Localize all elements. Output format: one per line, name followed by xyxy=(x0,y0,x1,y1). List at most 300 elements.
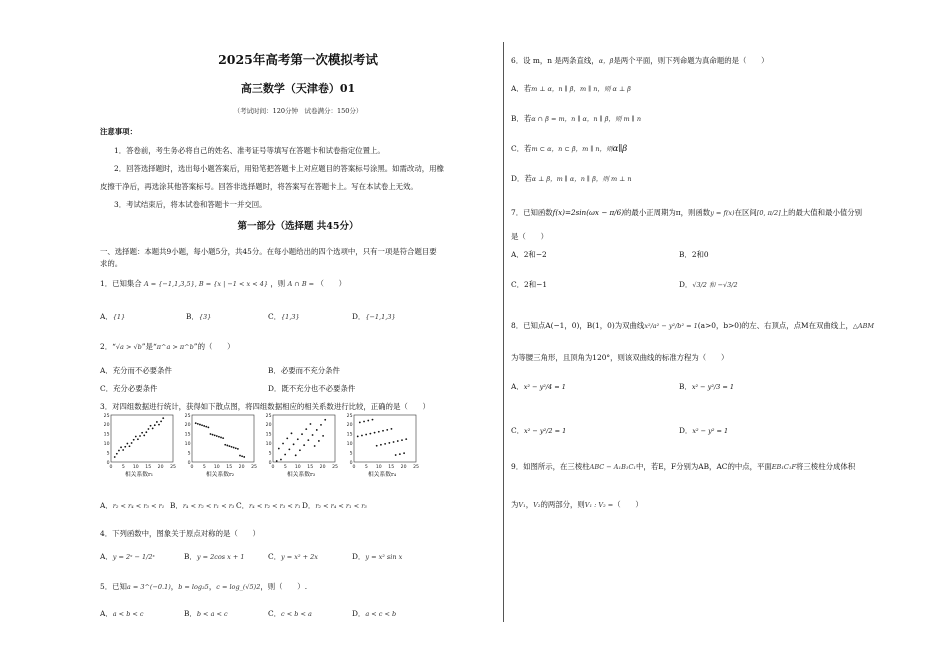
scatter-point xyxy=(278,448,280,450)
scatter-point xyxy=(129,445,131,447)
scatter-point xyxy=(154,424,156,426)
q9-mid: 中，若E，F分别为AB，AC的中点，平面 xyxy=(636,462,772,471)
scatter-point xyxy=(199,424,201,426)
q3-a-value: r₂ < r₄ < r₃ < r₁ xyxy=(112,502,165,510)
q6-option-a[interactable] xyxy=(511,84,631,93)
scatter-point xyxy=(203,425,205,427)
scatter-point xyxy=(361,435,363,437)
scatter-svg-4 xyxy=(343,412,421,472)
q4-option-d[interactable] xyxy=(352,552,402,561)
scatter-point xyxy=(118,450,120,452)
scatter-point xyxy=(133,439,135,441)
q1-c-label: C． xyxy=(268,312,282,321)
q7-stem-text: 7．已知函数 xyxy=(511,208,553,217)
q2-cond: √a > √b xyxy=(115,343,142,351)
plot-frame xyxy=(111,415,173,462)
x-tick-label: 5 xyxy=(364,465,368,470)
q4-stem: 4．下列函数中，图象关于原点对称的是（ ） xyxy=(100,529,260,538)
q3-stem: 3．对四组数据进行统计，获得如下散点图，将四组数据相应的相关系数进行比较，正确的是（ ） xyxy=(100,402,430,411)
q2-option-d[interactable]: D．既不充分也不必要条件 xyxy=(268,384,356,393)
q9-line2: 为V₁，V₂的两部分，则V₁ : V₂ =（ ） xyxy=(511,500,643,509)
note-3: 3．考试结束后，将本试卷和答题卡一并交回。 xyxy=(114,200,267,209)
q5-b-value: b < a < c xyxy=(196,610,228,618)
scatter-point xyxy=(162,417,164,419)
q1-d-value: {−1,1,3} xyxy=(365,313,396,321)
q8-d-value: x² − y² = 1 xyxy=(692,427,729,435)
y-tick-label: 20 xyxy=(346,423,353,429)
scatter-point xyxy=(307,439,309,441)
q8-d-label: D． xyxy=(679,426,693,435)
scatter-point xyxy=(388,442,390,444)
y-tick-label: 20 xyxy=(265,423,272,429)
scatter-point xyxy=(205,426,207,428)
scatter-point xyxy=(120,446,122,448)
scatter-point xyxy=(380,444,382,446)
q7-option-a[interactable]: A．2和−2 xyxy=(511,250,547,259)
y-tick-label: 10 xyxy=(184,442,191,447)
q1-c-value: {1,3} xyxy=(281,313,300,321)
scatter-point xyxy=(224,444,226,446)
scatter-point xyxy=(243,456,245,458)
q5-option-a[interactable] xyxy=(100,609,144,618)
q4-option-b[interactable] xyxy=(184,552,245,561)
q1-tail: ，则 xyxy=(270,279,286,288)
scatter-point xyxy=(320,424,322,426)
scatter-point xyxy=(137,438,139,440)
scatter-point xyxy=(397,440,399,442)
q8-mid: (a>0，b>0)的左、右顶点，点M在双曲线上， xyxy=(697,321,853,330)
q5-stem: 5．已知a = 3^(−0.1)，b = log₃5，c = log_(√5)2，则（ ）. xyxy=(100,582,308,591)
q5-b: b = log₃5 xyxy=(178,583,209,591)
y-tick-label: 0 xyxy=(268,460,272,466)
scatter-point xyxy=(231,446,233,448)
y-tick-label: 5 xyxy=(106,451,110,457)
x-tick-label: 25 xyxy=(413,465,419,470)
scatter-point xyxy=(393,441,395,443)
q6-c-end: α∥β xyxy=(612,144,628,154)
scatter-point xyxy=(359,422,361,424)
scatter-point xyxy=(316,429,318,431)
q2-stem xyxy=(100,342,235,351)
scatter-point xyxy=(401,439,403,441)
scatter-point xyxy=(280,459,282,461)
q1-a-value: {1} xyxy=(112,313,126,321)
exam-subtitle: 高三数学（天津卷）01 xyxy=(240,82,356,95)
scatter-svg-3 xyxy=(262,412,340,472)
q3-option-a[interactable] xyxy=(100,501,164,510)
scatter-point xyxy=(405,438,407,440)
scatter-point xyxy=(374,432,376,434)
y-tick-label: 5 xyxy=(349,451,353,457)
q7-option-d[interactable] xyxy=(679,280,738,289)
part1-intro-a: 一、选择题：本题共9小题，每小题5分，共45分。在每小题给出的四个选项中，只有一项是符合题目要 xyxy=(100,247,437,256)
q9-tail: 将三棱柱分成体积 xyxy=(796,462,856,471)
q8-c-value: x² − y²/2 = 1 xyxy=(524,427,567,435)
scatter-point xyxy=(395,454,397,456)
q4-option-a[interactable] xyxy=(100,552,155,561)
scatter-point xyxy=(114,456,116,458)
scatter-point xyxy=(286,438,288,440)
scatter-point xyxy=(282,443,284,445)
scatter-caption-1: 相关系数r₁ xyxy=(124,472,154,478)
q4-b-value: y = 2cos x + 1 xyxy=(196,553,245,561)
scatter-point xyxy=(297,438,299,440)
x-tick-label: 5 xyxy=(121,465,125,470)
q2-cond2: π^a > π^b xyxy=(156,343,194,351)
scatter-point xyxy=(312,434,314,436)
x-tick-label: 10 xyxy=(294,465,301,470)
scatter-point xyxy=(160,421,162,423)
q9-mid2: 的两部分，则 xyxy=(540,500,585,509)
q8-b-value: x² − y²/3 = 1 xyxy=(691,383,734,391)
scatter-plot-2 xyxy=(181,412,259,479)
scatter-point xyxy=(218,436,220,438)
scatter-point xyxy=(222,437,224,439)
q7-d-value: √3/2 和 −√3/2 xyxy=(692,281,738,289)
q6-a-label: A．若 xyxy=(511,84,532,93)
scatter-point xyxy=(126,443,128,445)
scatter-point xyxy=(365,434,367,436)
scatter-point xyxy=(131,442,133,444)
scatter-point xyxy=(237,448,239,450)
q9-v1: V₁ xyxy=(518,501,526,509)
q4-c-value: y = x² + 2x xyxy=(281,553,318,561)
scatter-point xyxy=(369,433,371,435)
q2-pre: 2．“ xyxy=(100,342,116,351)
q7-func2: y = f(x) xyxy=(710,209,735,217)
q8-option-c[interactable] xyxy=(511,426,566,435)
scatter-point xyxy=(284,454,286,456)
q6-a-value: m ⊥ α，n ∥ β，m ∥ n，则 α ⊥ β xyxy=(531,85,631,93)
scatter-point xyxy=(143,435,145,437)
q5-a-value: a < b < c xyxy=(112,610,144,618)
x-tick-label: 5 xyxy=(283,465,287,470)
q1-option-a[interactable] xyxy=(100,312,125,321)
q7-option-b[interactable]: B．2和0 xyxy=(679,250,709,259)
x-tick-label: 0 xyxy=(352,465,356,470)
y-tick-label: 15 xyxy=(346,432,353,438)
q1-setB: , B = {x | −1 < x < 4} xyxy=(194,280,269,288)
scatter-caption-2: 相关系数r₂ xyxy=(205,472,235,478)
q6-c-label: C．若 xyxy=(511,144,532,153)
q1-stem-text: 1．已知集合 xyxy=(100,279,142,288)
q7-mid: 的最小正周期为π，则函数 xyxy=(624,208,711,217)
exam-info: （考试时间：120分钟 试卷满分：150分） xyxy=(233,107,363,115)
q8-a-label: A． xyxy=(511,382,524,391)
q8-b-label: B． xyxy=(679,382,692,391)
q4-d-value: y = x² sin x xyxy=(365,553,403,561)
q5-a: a = 3^(−0.1) xyxy=(126,583,171,591)
q3-c-value: r₄ < r₂ < r₃ < r₁ xyxy=(249,502,301,510)
x-tick-label: 10 xyxy=(132,465,139,470)
scatter-point xyxy=(116,453,118,455)
x-tick-label: 5 xyxy=(202,465,206,470)
y-tick-label: 20 xyxy=(184,423,191,429)
scatter-point xyxy=(233,447,235,449)
scatter-point xyxy=(376,445,378,447)
q3-d-label: D． xyxy=(302,501,316,510)
q2-option-a[interactable]: A．充分而不必要条件 xyxy=(100,366,172,375)
scatter-plot-3 xyxy=(262,412,340,479)
q4-a-label: A． xyxy=(100,552,113,561)
x-tick-label: 15 xyxy=(226,465,233,470)
x-tick-label: 25 xyxy=(251,465,257,470)
q3-option-d[interactable] xyxy=(302,501,367,510)
q1-paren: （ ） xyxy=(316,279,347,288)
y-tick-label: 25 xyxy=(103,413,110,419)
q7-func: f(x)=2sin(ωx − π/6) xyxy=(552,208,625,217)
scatter-point xyxy=(391,428,393,430)
q1-option-d[interactable] xyxy=(352,312,396,321)
part1-intro-b: 求的。 xyxy=(100,259,123,268)
x-tick-label: 15 xyxy=(145,465,152,470)
scatter-point xyxy=(195,422,197,424)
exam-title: 2025年高考第一次模拟考试 xyxy=(218,52,378,67)
scatter-point xyxy=(399,453,401,455)
y-tick-label: 5 xyxy=(268,451,272,457)
q1-d-label: D． xyxy=(352,312,366,321)
scatter-point xyxy=(239,455,241,457)
q7-tail: 上的最大值和最小值分别 xyxy=(780,208,863,217)
scatter-point xyxy=(156,421,158,423)
q6-stem-text: 6．设 m，n 是两条直线， xyxy=(511,56,599,65)
y-tick-label: 25 xyxy=(346,413,353,419)
scatter-point xyxy=(299,449,301,451)
q1-b-value: {3} xyxy=(198,313,212,321)
scatter-point xyxy=(295,454,297,456)
q8-hyper: x²/a² − y²/b² = 1 xyxy=(644,322,698,330)
q6-option-d[interactable] xyxy=(511,174,632,183)
q6-d-value: α ⊥ β，m ∥ α，n ∥ β，则 m ⊥ n xyxy=(531,175,632,183)
q5-a-label: A． xyxy=(100,609,113,618)
scatter-point xyxy=(122,449,124,451)
q9-prism: ABC − A₁B₁C₁ xyxy=(589,463,637,471)
q1-option-c[interactable] xyxy=(268,312,300,321)
q2-option-c[interactable]: C．充分必要条件 xyxy=(100,384,158,393)
q7-option-c[interactable]: C．2和−1 xyxy=(511,280,548,289)
y-tick-label: 15 xyxy=(265,432,272,438)
q2-tail: ”的（ ） xyxy=(193,342,235,351)
q8-option-a[interactable] xyxy=(511,382,566,391)
q5-c: c = log_(√5)2 xyxy=(216,583,261,591)
scatter-caption-3: 相关系数r₃ xyxy=(286,472,316,478)
scatter-point xyxy=(235,447,237,449)
q9-stem xyxy=(511,462,855,471)
column-divider xyxy=(503,42,504,622)
scatter-point xyxy=(293,443,295,445)
q4-a-value: y = 2ˣ − 1/2ˣ xyxy=(112,553,155,561)
q6-b-label: B．若 xyxy=(511,114,532,123)
scatter-point xyxy=(216,435,218,437)
q5-d-value: a < c < b xyxy=(365,610,397,618)
scatter-caption-4: 相关系数r₄ xyxy=(367,472,397,478)
scatter-point xyxy=(150,425,152,427)
x-tick-label: 15 xyxy=(307,465,314,470)
q1-stem xyxy=(100,279,346,288)
y-tick-label: 25 xyxy=(184,413,191,419)
scatter-svg-2 xyxy=(181,412,259,472)
q8-option-b[interactable] xyxy=(679,382,734,391)
scatter-point xyxy=(241,455,243,457)
q5-c-label: C． xyxy=(268,609,282,618)
scatter-point xyxy=(139,435,141,437)
scatter-point xyxy=(301,433,303,435)
q7-interval: [0, π/2] xyxy=(756,209,781,217)
scatter-point xyxy=(357,436,359,438)
note-2a: 2．回答选择题时，选出每小题答案后，用铅笔把答题卡上对应题目的答案标号涂黑。如需改动，用橡 xyxy=(114,164,444,173)
scatter-point xyxy=(212,434,214,436)
q3-option-c[interactable] xyxy=(236,501,301,510)
y-tick-label: 0 xyxy=(349,460,353,466)
note-1: 1．答卷前，考生务必将自己的姓名、准考证号等填写在答题卡和试卷指定位置上。 xyxy=(114,146,385,155)
q8-tri: △ABM xyxy=(852,322,875,330)
scatter-point xyxy=(148,428,150,430)
q3-a-label: A． xyxy=(100,501,113,510)
q8-stem xyxy=(511,321,874,330)
y-tick-label: 10 xyxy=(346,442,353,447)
y-tick-label: 20 xyxy=(103,423,110,429)
x-tick-label: 0 xyxy=(109,465,113,470)
x-tick-label: 20 xyxy=(157,465,164,470)
scatter-point xyxy=(322,435,324,437)
q4-b-label: B． xyxy=(184,552,197,561)
q5-tail: ，则（ ）. xyxy=(260,582,308,591)
q9-stem-text: 9．如图所示，在三棱柱 xyxy=(511,462,590,471)
scatter-point xyxy=(158,424,160,426)
scatter-point xyxy=(403,452,405,454)
q3-b-value: r₄ < r₂ < r₁ < r₃ xyxy=(182,502,235,510)
y-tick-label: 15 xyxy=(184,432,191,438)
part1-heading: 第一部分（选择题 共45分） xyxy=(237,221,359,232)
scatter-point xyxy=(229,445,231,447)
scatter-point xyxy=(367,420,369,422)
q9-ratio: V₁ : V₂ = xyxy=(584,501,614,509)
q4-option-c[interactable] xyxy=(268,552,318,561)
scatter-plot-1 xyxy=(100,412,178,479)
scatter-point xyxy=(324,419,326,421)
scatter-point xyxy=(124,446,126,448)
q1-a-label: A． xyxy=(100,312,113,321)
q5-option-d[interactable] xyxy=(352,609,396,618)
q6-tail: 是两个平面，则下列命题为真命题的是（ ） xyxy=(613,56,769,65)
scatter-point xyxy=(201,424,203,426)
q6-option-c[interactable] xyxy=(511,144,627,155)
q6-d-label: D．若 xyxy=(511,174,532,183)
scatter-point xyxy=(145,431,147,433)
q6-option-b[interactable] xyxy=(511,114,641,123)
note-2b: 皮擦干净后，再选涂其他答案标号。回答非选择题时，将答案写在答题卡上。写在本试卷上无效。 xyxy=(100,182,418,191)
x-tick-label: 0 xyxy=(190,465,194,470)
q5-stem-text: 5．已知 xyxy=(100,582,127,591)
q9-v2: V₂ xyxy=(533,501,541,509)
q1-b-label: B． xyxy=(186,312,199,321)
scatter-point xyxy=(226,445,228,447)
q4-c-label: C． xyxy=(268,552,282,561)
y-tick-label: 15 xyxy=(103,432,110,438)
scatter-point xyxy=(288,449,290,451)
x-tick-label: 0 xyxy=(271,465,275,470)
q8-stem-text: 8．已知点A(−1，0)，B(1，0)为双曲线 xyxy=(511,321,645,330)
scatter-point xyxy=(378,431,380,433)
scatter-point xyxy=(141,432,143,434)
scatter-point xyxy=(305,428,307,430)
q9-line2-text: 为 xyxy=(511,500,519,509)
scatter-point xyxy=(372,419,374,421)
x-tick-label: 10 xyxy=(213,465,220,470)
scatter-point xyxy=(276,460,278,462)
q1-ask: A ∩ B = xyxy=(287,280,315,288)
scatter-point xyxy=(303,444,305,446)
plot-frame xyxy=(273,415,335,462)
q8-option-d[interactable] xyxy=(679,426,728,435)
y-tick-label: 10 xyxy=(103,442,110,447)
q3-b-label: B． xyxy=(170,501,183,510)
scatter-point xyxy=(386,429,388,431)
q7-d-label: D． xyxy=(679,280,693,289)
scatter-point xyxy=(220,437,222,439)
scatter-point xyxy=(363,421,365,423)
q6-stem xyxy=(511,56,769,65)
q6-b-value: α ∩ β = m，n ∥ α，n ∥ β，则 m ∥ n xyxy=(531,115,642,123)
q4-d-label: D． xyxy=(352,552,366,561)
scatter-point xyxy=(214,434,216,436)
q3-option-b[interactable] xyxy=(170,501,234,510)
q5-option-c[interactable] xyxy=(268,609,312,618)
q9-paren: （ ） xyxy=(613,500,643,509)
q8-c-label: C． xyxy=(511,426,525,435)
q7-tail2: 是（ ） xyxy=(511,232,548,241)
y-tick-label: 5 xyxy=(187,451,191,457)
q2-mid: ”是“ xyxy=(141,342,157,351)
scatter-point xyxy=(384,443,386,445)
scatter-point xyxy=(135,436,137,438)
q6-ab: α，β xyxy=(598,57,614,65)
scatter-point xyxy=(318,440,320,442)
q5-option-b[interactable] xyxy=(184,609,228,618)
scatter-point xyxy=(197,423,199,425)
q5-d-label: D． xyxy=(352,609,366,618)
x-tick-label: 15 xyxy=(388,465,395,470)
q6-c-value: m ⊂ α，n ⊂ β，m ∥ n，则 xyxy=(531,145,613,153)
x-tick-label: 25 xyxy=(332,465,338,470)
y-tick-label: 25 xyxy=(265,413,272,419)
y-tick-label: 0 xyxy=(187,460,191,466)
q3-c-label: C． xyxy=(236,501,250,510)
notes-heading: 注意事项： xyxy=(100,127,137,136)
q9-plane: EB₁C₁F xyxy=(771,463,797,471)
x-tick-label: 10 xyxy=(375,465,382,470)
x-tick-label: 20 xyxy=(238,465,245,470)
y-tick-label: 0 xyxy=(106,460,110,466)
scatter-plot-4 xyxy=(343,412,421,479)
q5-c-value: c < b < a xyxy=(281,610,312,618)
x-tick-label: 20 xyxy=(400,465,407,470)
scatter-svg-1 xyxy=(100,412,178,472)
q1-option-b[interactable] xyxy=(186,312,211,321)
y-tick-label: 10 xyxy=(265,442,272,447)
q7-mid2: 在区间 xyxy=(734,208,757,217)
q8-line2: 为等腰三角形，且顶角为120°，则该双曲线的标准方程为（ ） xyxy=(511,353,729,362)
q2-option-b[interactable]: B．必要而不充分条件 xyxy=(268,366,340,375)
scatter-point xyxy=(314,445,316,447)
scatter-point xyxy=(210,433,212,435)
x-tick-label: 20 xyxy=(319,465,326,470)
scatter-point xyxy=(382,430,384,432)
q1-setA: A = {−1,1,3,5} xyxy=(144,280,195,288)
scatter-point xyxy=(291,432,293,434)
scatter-point xyxy=(152,428,154,430)
q3-d-value: r₂ < r₄ < r₁ < r₃ xyxy=(315,502,367,510)
